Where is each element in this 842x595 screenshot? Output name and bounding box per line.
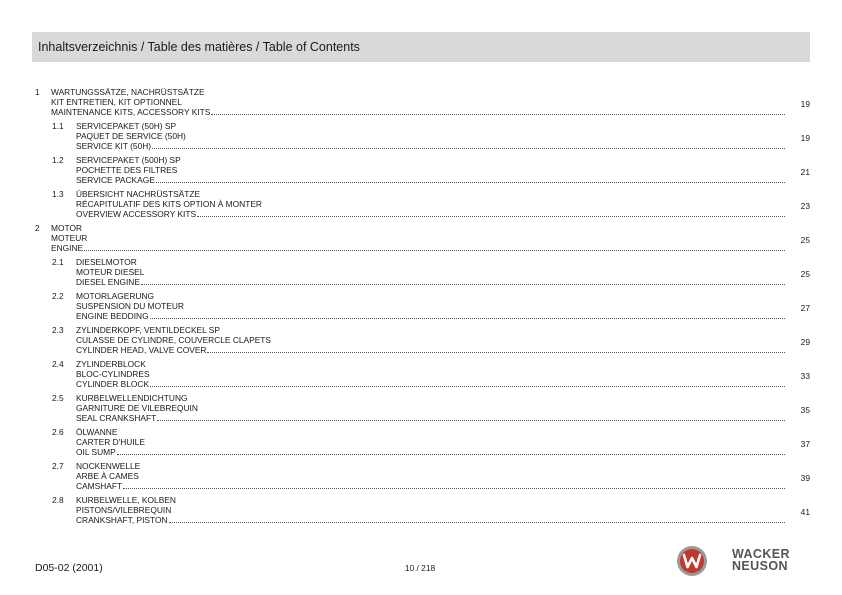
dot-leader bbox=[152, 147, 785, 149]
toc-entry-number: 2.8 bbox=[52, 495, 64, 505]
toc-entry-title-row bbox=[76, 277, 785, 287]
toc-entry-title-row bbox=[76, 175, 785, 185]
dot-leader bbox=[157, 419, 785, 421]
toc-entry-number: 1 bbox=[35, 87, 40, 97]
toc-entry-title: DIESELMOTOR bbox=[76, 257, 137, 267]
toc-entry-number: 1.2 bbox=[52, 155, 64, 165]
dot-leader bbox=[84, 249, 785, 251]
dot-leader bbox=[117, 453, 785, 455]
toc-entry-title: CYLINDER BLOCK bbox=[76, 379, 150, 389]
toc-entry-title-row bbox=[76, 311, 785, 321]
toc-entry-title: CAMSHAFT bbox=[76, 481, 123, 491]
toc-entry-page: 27 bbox=[800, 303, 810, 313]
toc-entry-number: 2.1 bbox=[52, 257, 64, 267]
dot-leader bbox=[141, 283, 785, 285]
toc-entry-title: PAQUET DE SERVICE (50H) bbox=[76, 131, 186, 141]
toc-entry-title: WARTUNGSSÄTZE, NACHRÜSTSÄTZE bbox=[51, 87, 205, 97]
logo-wordmark bbox=[732, 548, 790, 572]
toc-entry-title: CULASSE DE CYLINDRE, COUVERCLE CLAPETS bbox=[76, 335, 272, 345]
toc-entry-title: CARTER D'HUILE bbox=[76, 437, 145, 447]
toc-entry-title: RÉCAPITULATIF DES KITS OPTION À MONTER bbox=[76, 199, 262, 209]
toc-entry-title: SERVICEPAKET (500H) SP bbox=[76, 155, 181, 165]
toc-entry-number: 2.7 bbox=[52, 461, 64, 471]
dot-leader bbox=[211, 113, 785, 115]
dot-leader bbox=[156, 181, 785, 183]
toc-entry-page: 19 bbox=[800, 99, 810, 109]
toc-entry-title-row bbox=[76, 379, 785, 389]
toc-entry-page: 23 bbox=[800, 201, 810, 211]
toc-entry-title: OIL SUMP bbox=[76, 447, 116, 457]
logo-line-1: WACKER bbox=[732, 547, 790, 561]
toc-entry-title: ENGINE bbox=[51, 243, 84, 253]
toc-entry-number: 2 bbox=[35, 223, 40, 233]
toc-entry-number: 2.2 bbox=[52, 291, 64, 301]
dot-leader bbox=[207, 351, 785, 353]
page-indicator: 10 / 218 bbox=[404, 563, 436, 573]
toc-entry-number: 2.3 bbox=[52, 325, 64, 335]
toc-entry-title: KURBELWELLE, KOLBEN bbox=[76, 495, 176, 505]
toc-entry-title-row bbox=[76, 447, 785, 457]
toc-entry-title: MOTEUR DIESEL bbox=[76, 267, 145, 277]
toc-entry-number: 2.6 bbox=[52, 427, 64, 437]
toc-entry-title-row bbox=[51, 107, 785, 117]
logo-mark-icon bbox=[676, 545, 708, 577]
toc-entry-title: MAINTENANCE KITS, ACCESSORY KITS bbox=[51, 107, 211, 117]
toc-entry-title: SUSPENSION DU MOTEUR bbox=[76, 301, 184, 311]
dot-leader bbox=[169, 521, 785, 523]
document-code: D05-02 (2001) bbox=[35, 562, 103, 574]
toc-entry-title-row bbox=[51, 243, 785, 253]
toc-entry-title: GARNITURE DE VILEBREQUIN bbox=[76, 403, 198, 413]
page-title: Inhaltsverzeichnis / Table des matières / Table of Contents bbox=[38, 40, 360, 54]
toc-entry-number: 2.4 bbox=[52, 359, 64, 369]
dot-leader bbox=[197, 215, 785, 217]
toc-entry-title-row bbox=[76, 413, 785, 423]
toc-entry-page: 39 bbox=[800, 473, 810, 483]
dot-leader bbox=[123, 487, 785, 489]
toc-entry-title: SERVICE KIT (50H) bbox=[76, 141, 152, 151]
toc-entry-title-row bbox=[76, 481, 785, 491]
toc-entry-title-row bbox=[76, 141, 785, 151]
toc-entry-title: SERVICEPAKET (50H) SP bbox=[76, 121, 177, 131]
toc-entry-title-row bbox=[76, 209, 785, 219]
toc-entry-title: DIESEL ENGINE bbox=[76, 277, 140, 287]
dot-leader bbox=[150, 385, 785, 387]
toc-entry-title: BLOC-CYLINDRES bbox=[76, 369, 150, 379]
wacker-neuson-logo bbox=[676, 545, 816, 577]
toc-entry-page: 25 bbox=[800, 269, 810, 279]
toc-entry-page: 41 bbox=[800, 507, 810, 517]
toc-entry-title: NOCKENWELLE bbox=[76, 461, 141, 471]
toc-entry-page: 21 bbox=[800, 167, 810, 177]
toc-entry-number: 1.1 bbox=[52, 121, 64, 131]
toc-entry-title: POCHETTE DES FILTRES bbox=[76, 165, 178, 175]
toc-entry-title: ZYLINDERKOPF, VENTILDECKEL SP bbox=[76, 325, 220, 335]
toc-entry-title: ÜBERSICHT NACHRÜSTSÄTZE bbox=[76, 189, 201, 199]
toc-entry-title-row bbox=[76, 345, 785, 355]
logo-line-2: NEUSON bbox=[732, 559, 788, 573]
toc-entry-title-row bbox=[76, 515, 785, 525]
toc-entry-page: 29 bbox=[800, 337, 810, 347]
toc-entry-title: SEAL CRANKSHAFT bbox=[76, 413, 157, 423]
toc-entry-title: ZYLINDERBLOCK bbox=[76, 359, 146, 369]
toc-entry-title: SERVICE PACKAGE bbox=[76, 175, 155, 185]
toc-entry-page: 33 bbox=[800, 371, 810, 381]
toc-entry-title: MOTOR bbox=[51, 223, 83, 233]
toc-entry-title: CYLINDER HEAD, VALVE COVER bbox=[76, 345, 207, 355]
toc-entry-page: 37 bbox=[800, 439, 810, 449]
toc-entry-title: ÖLWANNE bbox=[76, 427, 118, 437]
toc-entry-title: OVERVIEW ACCESSORY KITS bbox=[76, 209, 197, 219]
dot-leader bbox=[150, 317, 785, 319]
toc-entry-title: KURBELWELLENDICHTUNG bbox=[76, 393, 188, 403]
toc-entry-title: ENGINE BEDDING bbox=[76, 311, 149, 321]
toc-entry-title: PISTONS/VILEBREQUIN bbox=[76, 505, 172, 515]
toc-entry-title: CRANKSHAFT, PISTON bbox=[76, 515, 168, 525]
toc-entry-page: 35 bbox=[800, 405, 810, 415]
toc-entry-page: 19 bbox=[800, 133, 810, 143]
toc-entry-number: 2.5 bbox=[52, 393, 64, 403]
toc-entry-title: MOTEUR bbox=[51, 233, 88, 243]
toc-entry-title: MOTORLAGERUNG bbox=[76, 291, 155, 301]
toc-entry-title: KIT ENTRETIEN, KIT OPTIONNEL bbox=[51, 97, 182, 107]
toc-entry-number: 1.3 bbox=[52, 189, 64, 199]
toc-entry-title: ARBE À CAMES bbox=[76, 471, 139, 481]
toc-entry-page: 25 bbox=[800, 235, 810, 245]
